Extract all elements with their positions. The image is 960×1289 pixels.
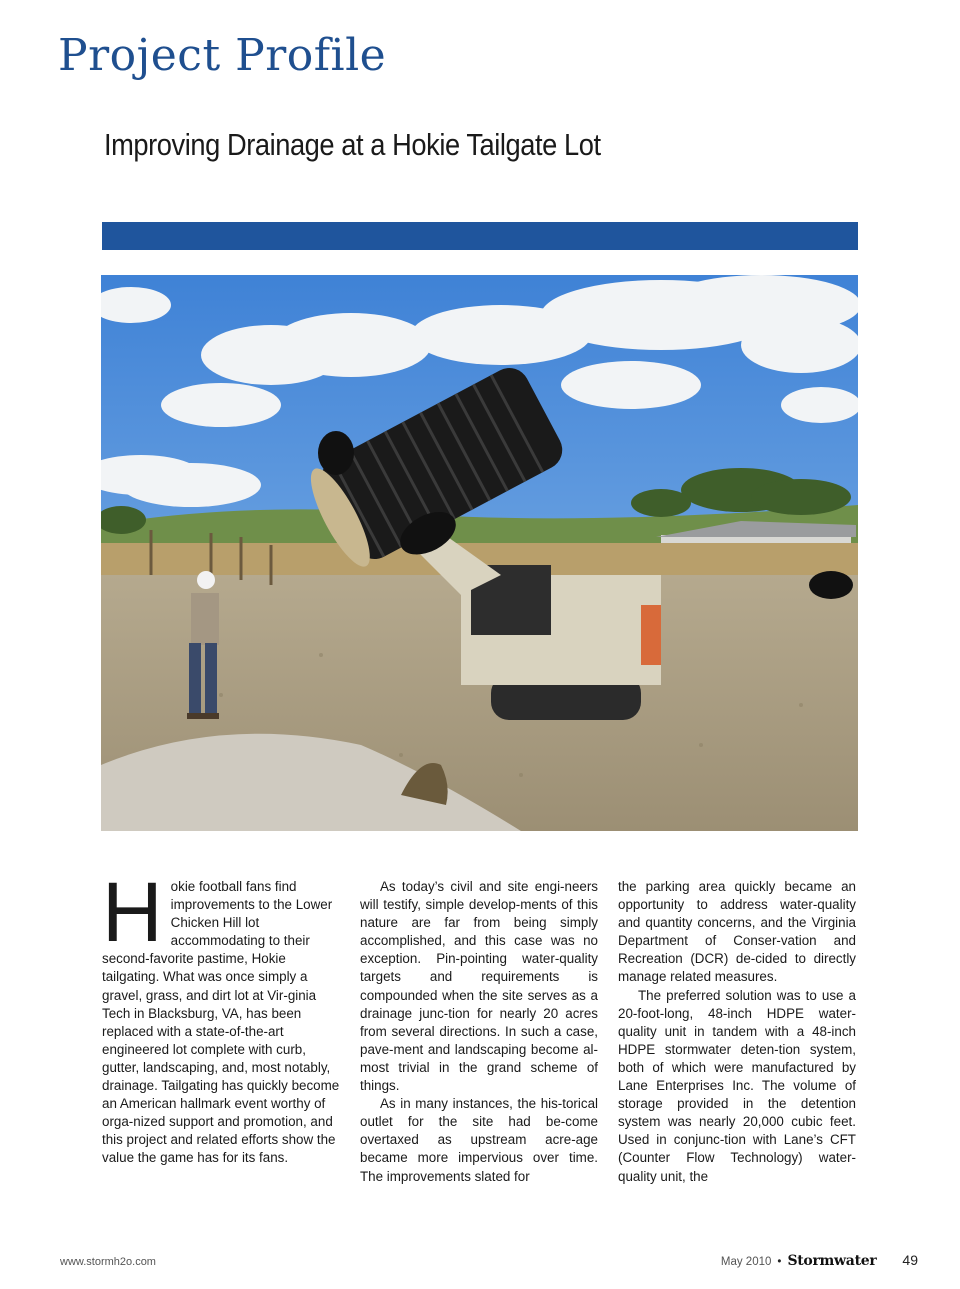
article-column-1 — [102, 865, 340, 1168]
article-paragraph: The preferred solution was to use a 20-foot-long, 48-inch HDPE water-quality unit in tandem with a 48-inch HDPE stormwater deten-tion system, both of which were manufactured by Lane Enterprises Inc. The volume of storage provided in the detention system was nearly 20,000 cubic feet. Used in conjunc-tion with Lane’s CFT (Counter Flow Technology) water-quality unit, the — [618, 987, 856, 1184]
footer-url: www.stormh2o.com — [60, 1256, 156, 1268]
accent-bar — [102, 222, 858, 250]
footer-date: May 2010 — [720, 1256, 772, 1268]
article-paragraph: the parking area quickly became an opportunity to address water-quality and quantity concerns, and the Virginia Department of Conser-vation and Recreation (DCR) de-cided to directly manage related measures. — [618, 879, 856, 985]
page-number: 49 — [902, 1252, 918, 1268]
article-headline: Improving Drainage at a Hokie Tailgate Lot — [104, 127, 601, 162]
footer-bullet: • — [777, 1256, 782, 1268]
footer-folio — [721, 1252, 918, 1269]
drop-cap: H — [102, 865, 163, 959]
article-column-3 — [618, 878, 856, 1186]
article-paragraph: As in many instances, the his-torical outlet for the site had be-come overtaxed as upstream acre-age became more impervious over time. The improvements slated for — [360, 1096, 598, 1184]
section-label: Project Profile — [58, 30, 387, 81]
paragraph-text: okie football fans find improvements to the Lower Chicken Hill lot accommodating to their second-favorite pastime, Hokie tailgating. What was once simply a gravel, grass, and dirt lot at Vir-ginia Tech in Blacksburg, VA, has been replaced with a state-of-the-art engineered lot complete with curb, gutter, landscaping, and, most notably, drainage. Tailgating has quickly become an American hallmark event worthy of orga-nized support and promotion, and this project and related efforts show the value the game has for its fans. — [102, 879, 340, 1166]
article-column-2 — [360, 878, 598, 1186]
magazine-name: Stormwater — [787, 1253, 877, 1269]
article-paragraph: As today’s civil and site engi-neers will testify, simple develop-ments of this nature are far from being simply accomplished, and this case was no exception. Pin-pointing water-quality targets and requirements is compounded when the site serves as a drainage junc-tion for nearly 20 acres from several directions. In such a case, pave-ment and landscaping become al-most trivial in the grand scheme of things. — [360, 879, 598, 1094]
construction-photo — [101, 275, 858, 831]
article-paragraph — [102, 865, 340, 1168]
